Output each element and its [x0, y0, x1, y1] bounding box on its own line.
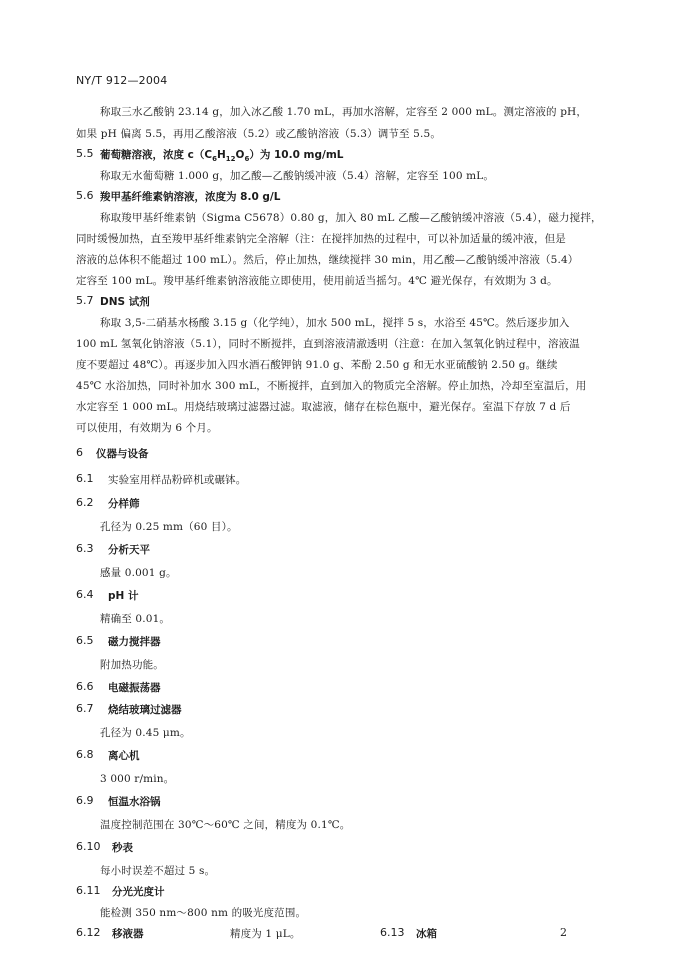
item-6-5-number: 6.5 — [76, 634, 94, 647]
section-5-7-line-5: 水定容至 1 000 mL。用烧结玻璃过滤器过滤。取滤液，储存在棕色瓶中，避光保存。室温下存放 7 d 后 — [76, 401, 571, 413]
item-6-12-desc: 精度为 1 μL。 — [230, 928, 301, 940]
section-5-6-number: 5.6 — [76, 189, 94, 202]
item-6-10-desc: 每小时误差不超过 5 s。 — [100, 865, 216, 877]
section-5-7-line-1: 称取 3,5-二硝基水杨酸 3.15 g（化学纯），加水 500 mL，搅拌 5 s，水浴至 45℃。然后逐步加入 — [100, 317, 570, 329]
section-5-6-line-1: 称取羧甲基纤维素钠（Sigma C5678）0.80 g，加入 80 mL 乙酸—乙酸钠缓冲溶液（5.4），磁力搅拌， — [100, 212, 602, 224]
item-6-7-number: 6.7 — [76, 702, 94, 715]
item-6-4-title: pH 计 — [108, 590, 139, 602]
item-6-13-number: 6.13 — [380, 926, 405, 939]
section-5-6-title: 羧甲基纤维素钠溶液，浓度为 8.0 g/L — [100, 191, 281, 203]
section-5-6-line-4: 定容至 100 mL。羧甲基纤维素钠溶液能立即使用，使用前适当摇匀。4℃ 避光保存，有效期为 3 d。 — [76, 275, 558, 287]
item-6-3-number: 6.3 — [76, 542, 94, 555]
item-6-1-text: 实验室用样品粉碎机或碾钵。 — [108, 474, 247, 486]
item-6-2-number: 6.2 — [76, 496, 94, 509]
section-5-7-line-4: 45℃ 水浴加热，同时补加水 300 mL，不断搅拌，直到加入的物质完全溶解。停止加热，冷却至室温后，用 — [76, 380, 587, 392]
item-6-12-title: 移液器 — [112, 928, 144, 940]
intro-line-2: 如果 pH 偏离 5.5，再用乙酸溶液（5.2）或乙酸钠溶液（5.3）调节至 5.5。 — [76, 128, 441, 140]
section-6-number: 6 — [76, 446, 83, 459]
item-6-9-desc: 温度控制范围在 30℃～60℃ 之间，精度为 0.1℃。 — [100, 819, 351, 831]
item-6-11-number: 6.11 — [76, 884, 101, 897]
section-5-6-line-2: 同时缓慢加热，直至羧甲基纤维素钠完全溶解（注：在搅拌加热的过程中，可以补加适量的缓冲液，但是 — [76, 233, 566, 245]
item-6-5-desc: 附加热功能。 — [100, 659, 164, 671]
item-6-8-number: 6.8 — [76, 748, 94, 761]
item-6-11-desc: 能检测 350 nm～800 nm 的吸光度范围。 — [100, 907, 307, 919]
item-6-10-number: 6.10 — [76, 840, 101, 853]
section-6-title: 仪器与设备 — [96, 448, 149, 460]
section-5-5-line-1: 称取无水葡萄糖 1.000 g，加乙酸—乙酸钠缓冲液（5.4）溶解，定容至 100 mL。 — [100, 170, 495, 182]
item-6-8-desc: 3 000 r/min。 — [100, 773, 175, 785]
item-6-1-number: 6.1 — [76, 472, 94, 485]
item-6-4-number: 6.4 — [76, 588, 94, 601]
section-5-5-title: 葡萄糖溶液，浓度 $c(C_6H_{12}O_6)$为 10.0 mg/mL — [100, 149, 344, 164]
section-5-6-line-3: 溶液的总体积不能超过 100 mL）。然后，停止加热，继续搅拌 30 min，用乙酸—乙酸钠缓冲溶液（5.4） — [76, 254, 579, 266]
item-6-6-number: 6.6 — [76, 680, 94, 693]
section-5-7-line-3: 度不要超过 48℃）。再逐步加入四水酒石酸钾钠 91.0 g、苯酚 2.50 g 和无水亚硫酸钠 2.50 g。继续 — [76, 359, 558, 371]
document-code: NY/T 912—2004 — [76, 74, 168, 87]
page-number: 2 — [560, 926, 567, 939]
section-5-7-title: DNS 试剂 — [100, 296, 150, 308]
item-6-9-title: 恒温水浴锅 — [108, 796, 161, 808]
intro-line-1: 称取三水乙酸钠 23.14 g，加入冰乙酸 1.70 mL，再加水溶解，定容至 2 000 mL。测定溶液的 pH， — [100, 106, 588, 118]
item-6-9-number: 6.9 — [76, 794, 94, 807]
item-6-7-desc: 孔径为 0.45 μm。 — [100, 727, 191, 739]
item-6-2-title: 分样筛 — [108, 498, 140, 510]
item-6-11-title: 分光光度计 — [112, 886, 165, 898]
section-5-7-number: 5.7 — [76, 294, 94, 307]
item-6-13-title: 冰箱 — [416, 928, 437, 940]
item-6-5-title: 磁力搅拌器 — [108, 636, 161, 648]
item-6-3-desc: 感量 0.001 g。 — [100, 567, 177, 579]
item-6-4-desc: 精确至 0.01。 — [100, 613, 171, 625]
section-5-7-line-2: 100 mL 氢氧化钠溶液（5.1），同时不断搅拌，直到溶液清澈透明（注意：在加入氢氧化钠过程中，溶液温 — [76, 338, 580, 350]
item-6-10-title: 秒表 — [112, 842, 133, 854]
item-6-2-desc: 孔径为 0.25 mm（60 目）。 — [100, 521, 238, 533]
item-6-3-title: 分析天平 — [108, 544, 150, 556]
section-5-5-number: 5.5 — [76, 147, 94, 160]
item-6-7-title: 烧结玻璃过滤器 — [108, 704, 182, 716]
item-6-12-number: 6.12 — [76, 926, 101, 939]
item-6-8-title: 离心机 — [108, 750, 140, 762]
item-6-6-title: 电磁振荡器 — [108, 682, 161, 694]
section-5-7-line-6: 可以使用，有效期为 6 个月。 — [76, 422, 218, 434]
